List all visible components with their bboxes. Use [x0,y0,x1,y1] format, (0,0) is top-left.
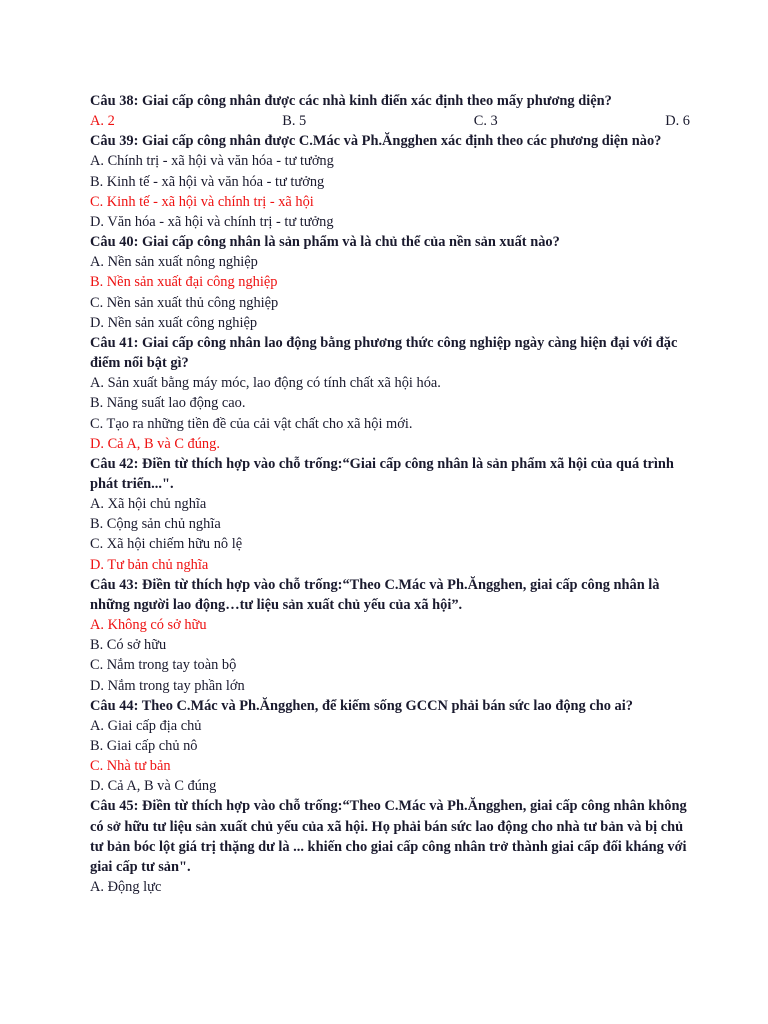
option-c: C. Kinh tế - xã hội và chính trị - xã hội [90,193,314,210]
question-40: Câu 40: Giai cấp công nhân là sản phẩm và là chủ thể của nền sản xuất nào? [90,234,560,251]
option-d: D. Tư bản chủ nghĩa [90,556,209,573]
question-38-options [90,111,690,131]
option-b: B. Có sở hữu [90,637,167,654]
question-42: Câu 42: Điền từ thích hợp vào chỗ trống:“Giai cấp công nhân là sản phẩm xã hội của quá trình phát triển...". [90,455,674,492]
option-b: B. Cộng sản chủ nghĩa [90,516,221,533]
document-page [90,91,690,897]
question-43: Câu 43: Điền từ thích hợp vào chỗ trống:“Theo C.Mác và Ph.Ăngghen, giai cấp công nhân là những người lao động…tư liệu sản xuất chủ yếu của xã hội”. [90,576,660,613]
option-a: A. Động lực [90,879,162,896]
option-d: D. 6 [665,113,690,130]
option-a: A. Sản xuất bằng máy móc, lao động có tính chất xã hội hóa. [90,375,441,392]
question-39: Câu 39: Giai cấp công nhân được C.Mác và Ph.Ăngghen xác định theo các phương diện nào? [90,133,662,150]
option-d: D. Nền sản xuất công nghiệp [90,314,258,331]
option-b: B. 5 [282,113,307,130]
question-38: Câu 38: Giai cấp công nhân được các nhà kinh điển xác định theo mấy phương diện? [90,93,612,109]
option-d: D. Văn hóa - xã hội và chính trị - tư tưởng [90,213,334,230]
option-c: C. Nắm trong tay toàn bộ [90,657,237,674]
question-41: Câu 41: Giai cấp công nhân lao động bằng phương thức công nghiệp ngày càng hiện đại với đặc điểm nổi bật gì? [90,334,678,372]
question-44: Câu 44: Theo C.Mác và Ph.Ăngghen, để kiếm sống GCCN phải bán sức lao động cho ai? [90,697,633,714]
option-a: A. Không có sở hữu [90,617,207,634]
option-a: A. Giai cấp địa chủ [90,717,202,734]
option-b: B. Kinh tế - xã hội và văn hóa - tư tưởng [90,173,325,190]
option-d: D. Cả A, B và C đúng [90,778,217,795]
option-d: D. Nắm trong tay phần lớn [90,677,245,694]
option-a: A. Chính trị - xã hội và văn hóa - tư tưởng [90,153,334,170]
option-b: B. Năng suất lao động cao. [90,395,246,412]
option-c: C. Nền sản xuất thủ công nghiệp [90,294,279,311]
option-b: B. Nền sản xuất đại công nghiệp [90,274,278,291]
question-45: Câu 45: Điền từ thích hợp vào chỗ trống:“Theo C.Mác và Ph.Ăngghen, giai cấp công nhân không có sở hữu tư liệu sản xuất chủ yếu của xã hội. Họ phải bán sức lao động cho nhà tư bản và bị chủ tư bản bóc lột giá trị thặng dư là ... khiến cho giai cấp công nhân trở thành giai cấp đối kháng với giai cấp tư sản". [90,798,687,875]
option-c: C. Xã hội chiếm hữu nô lệ [90,536,243,553]
option-d: D. Cả A, B và C đúng. [90,435,220,452]
option-c: C. Tạo ra những tiền đề của cải vật chất cho xã hội mới. [90,415,413,432]
option-a: A. Nền sản xuất nông nghiệp [90,254,258,271]
option-c: C. 3 [473,113,498,130]
option-c: C. Nhà tư bản [90,758,171,775]
option-b: B. Giai cấp chủ nô [90,738,198,754]
option-a: A. Xã hội chủ nghĩa [90,496,207,513]
option-a: A. 2 [90,113,115,130]
